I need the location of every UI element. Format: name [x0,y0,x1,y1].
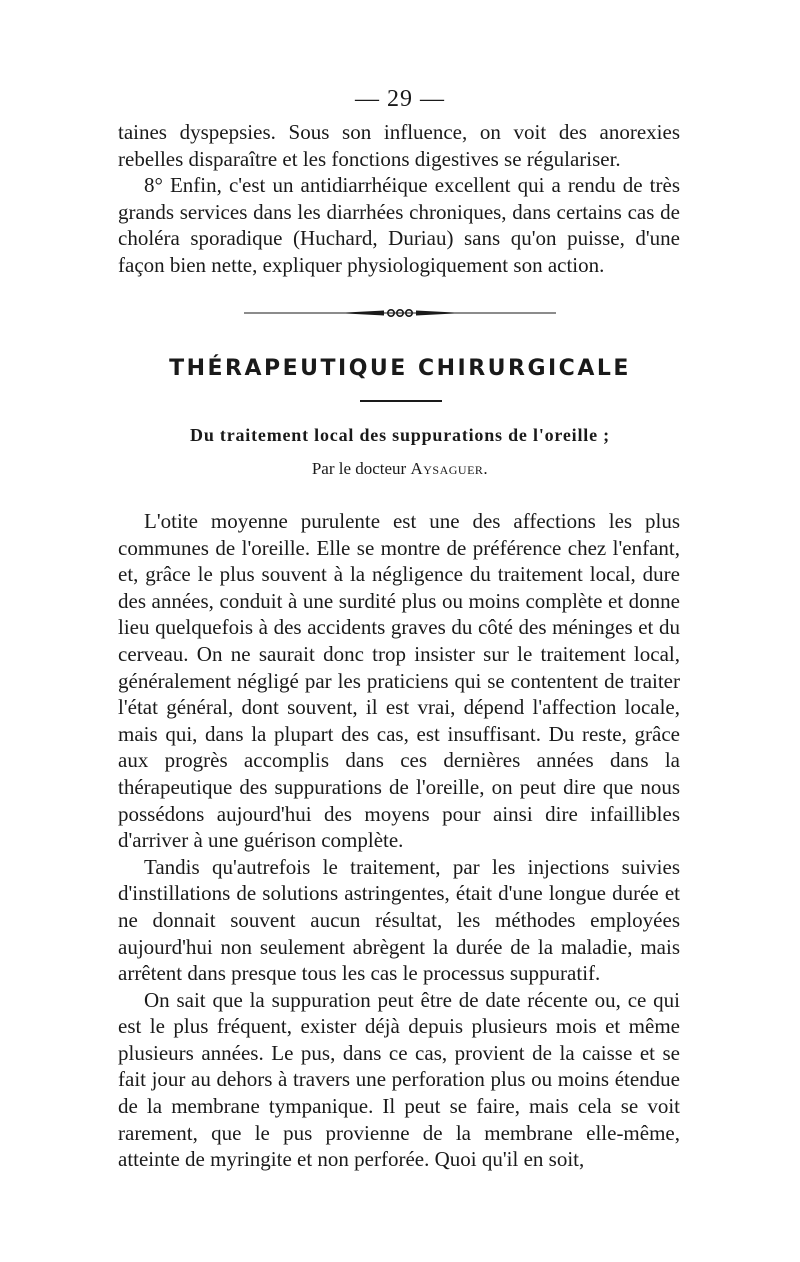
article-title: Du traitement local des suppurations de l'oreille ; [190,425,610,445]
paragraph: taines dyspepsies. Sous son influence, on voit des anorexies rebelles disparaître et les fonctions digestives se régulariser. [118,120,680,171]
continued-text [118,119,680,279]
page-number: — 29 — [355,86,445,112]
byline-prefix: Par le docteur [311,459,407,478]
byline [0,459,800,479]
article-body [118,508,680,1173]
author-name: Aysaguer. [410,459,489,478]
paragraph: On sait que la suppuration peut être de date récente ou, ce qui est le plus fréquent, exister déjà depuis plusieurs mois et même plusieurs années. Le pus, dans ce cas, provient de la caisse et se fait jour au dehors à travers une perforation plus ou moins étendue de la membrane tympanique. Il peut se faire, mais cela se voit rarement, que le pus provienne de la membrane elle-même, atteinte de myringite et non perforée. Quoi qu'il en soit, [118,987,680,1172]
paragraph: 8° Enfin, c'est un antidiarrhéique excellent qui a rendu de très grands services dans les diarrhées chroniques, dans certains cas de choléra sporadique (Huchard, Duriau) sans qu'on puisse, d'une façon bien nette, expliquer physiologiquement son action. [118,173,680,277]
paragraph: L'otite moyenne purulente est une des affections les plus communes de l'oreille. Elle se montre de préférence chez l'enfant, et, grâce le plus souvent à la négligence du traitement local, dure des années, conduit à une surdité plus ou moins complète et donne lieu quelquefois à des accidents graves du côté des méninges et du cerveau. On ne saurait donc trop insister sur le traitement local, généralement négligé par les praticiens qui se contentent de traiter l'état général, dont souvent, il est vrai, dépend l'affection locale, mais qui, dans la plupart des cas, est insuffisant. Du reste, grâce aux progrès accomplis dans ces dernières années dans la thérapeutique des suppurations de l'oreille, on peut dire que nous possédons aujourd'hui des moyens pour ainsi dire infaillibles d'arriver à une guérison complète. [118,509,680,853]
title-rule [360,400,442,402]
ornamental-divider [244,308,556,318]
paragraph: Tandis qu'autrefois le traitement, par les injections suivies d'instillations de solutions astringentes, était d'une longue durée et ne donnait souvent aucun résultat, les méthodes employées aujourd'hui non seulement abrègent la durée de la maladie, mais arrêtent dans presque tous les cas le processus suppuratif. [118,854,680,986]
section-title: THÉRAPEUTIQUE CHIRURGICALE [169,356,631,381]
